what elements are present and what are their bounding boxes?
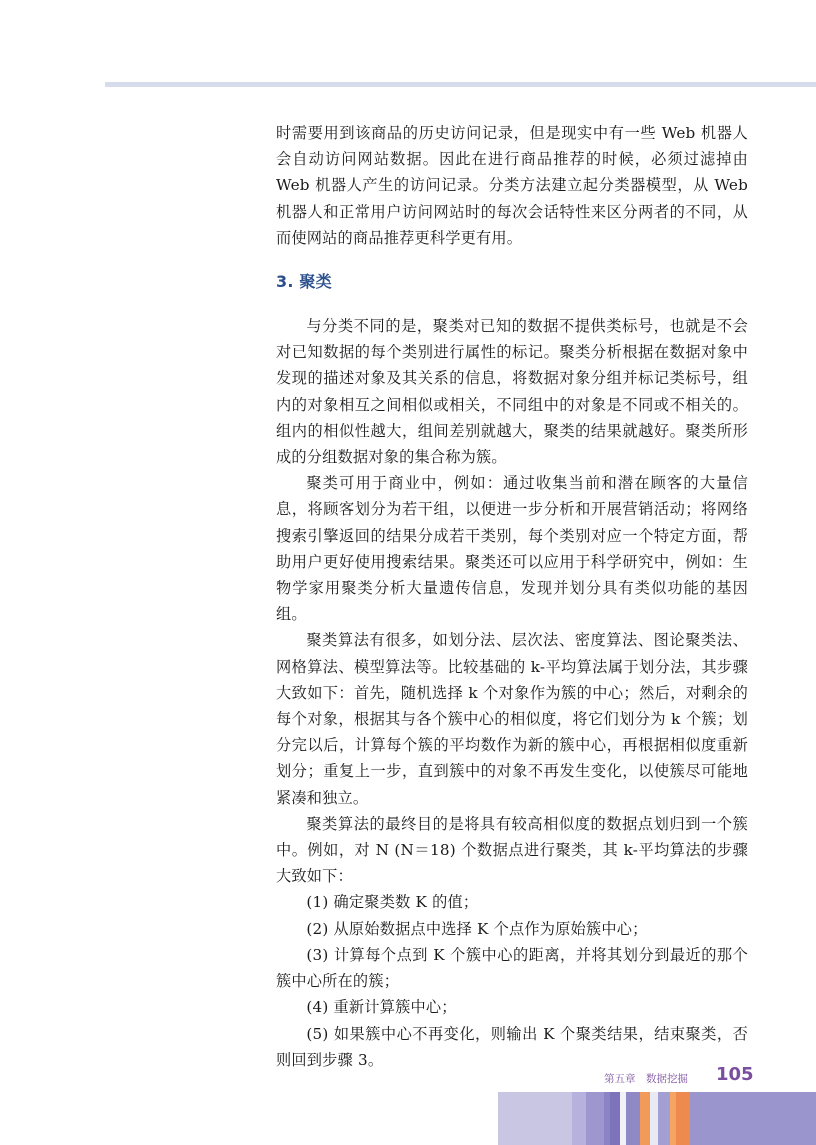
step-5: (5) 如果簇中心不再变化，则输出 K 个聚类结果，结束聚类，否则回到步骤 3。 — [276, 1024, 748, 1069]
header-rule — [105, 82, 816, 87]
section-heading: 3. 聚类 — [276, 272, 332, 292]
decorative-stripes — [498, 1092, 816, 1145]
step-3: (3) 计算每个点到 K 个簇中心的距离，并将其划分到最近的那个簇中心所在的簇； — [276, 945, 748, 991]
chapter-label: 第五章 数据挖掘 — [604, 1073, 688, 1085]
paragraph-intro: 时需要用到该商品的历史访问记录，但是现实中有一些 Web 机器人会自动访问网站数据。因此在进行商品推荐的时候，必须过滤掉由 Web 机器人产生的访问记录。分类方法建立起分类器模型，从 Web 机器人和正常用户访问网站时的每次会话特性来区分两者的不同，从而使网站的商品推荐更科学更有用。 — [276, 124, 748, 247]
step-4: (4) 重新计算簇中心； — [306, 998, 457, 1017]
page-body — [276, 120, 748, 1073]
paragraph-clustering-applications: 聚类可用于商业中，例如：通过收集当前和潜在顾客的大量信息，将顾客划分为若干组，以便进一步分析和开展营销活动；将网络搜索引擎返回的结果分成若干类别，每个类别对应一个特定方面，帮助用户更好使用搜索结果。聚类还可以应用于科学研究中，例如：生物学家用聚类分析大量遗传信息，发现并划分具有类似功能的基因组。 — [276, 474, 748, 624]
paragraph-clustering-definition: 与分类不同的是，聚类对已知的数据不提供类标号，也就是不会对已知数据的每个类别进行属性的标记。聚类分析根据在数据对象中发现的描述对象及其关系的信息，将数据对象分组并标记类标号，组内的对象相互之间相似或相关，不同组中的对象是不同或不相关的。组内的相似性越大，组间差别就越大，聚类的结果就越好。聚类所形成的分组数据对象的集合称为簇。 — [276, 317, 748, 467]
step-1: (1) 确定聚类数 K 的值； — [306, 893, 479, 912]
paragraph-clustering-algorithms: 聚类算法有很多，如划分法、层次法、密度算法、图论聚类法、网格算法、模型算法等。比较基础的 k-平均算法属于划分法，其步骤大致如下：首先，随机选择 k 个对象作为簇的中心；然后，对剩余的每个对象，根据其与各个簇中心的相似度，将它们划分为 k 个簇；划分完以后，计算每个簇的平均数作为新的簇中心，再根据相似度重新划分；重复上一步，直到簇中的对象不再发生变化，以使簇尽可能地紧凑和独立。 — [276, 631, 748, 807]
step-2: (2) 从原始数据点中选择 K 个点作为原始簇中心； — [306, 919, 648, 938]
paragraph-kmeans-intro: 聚类算法的最终目的是将具有较高相似度的数据点划归到一个簇中。例如，对 N (N＝18) 个数据点进行聚类，其 k-平均算法的步骤大致如下： — [276, 814, 748, 886]
page-number: 105 — [716, 1064, 754, 1085]
